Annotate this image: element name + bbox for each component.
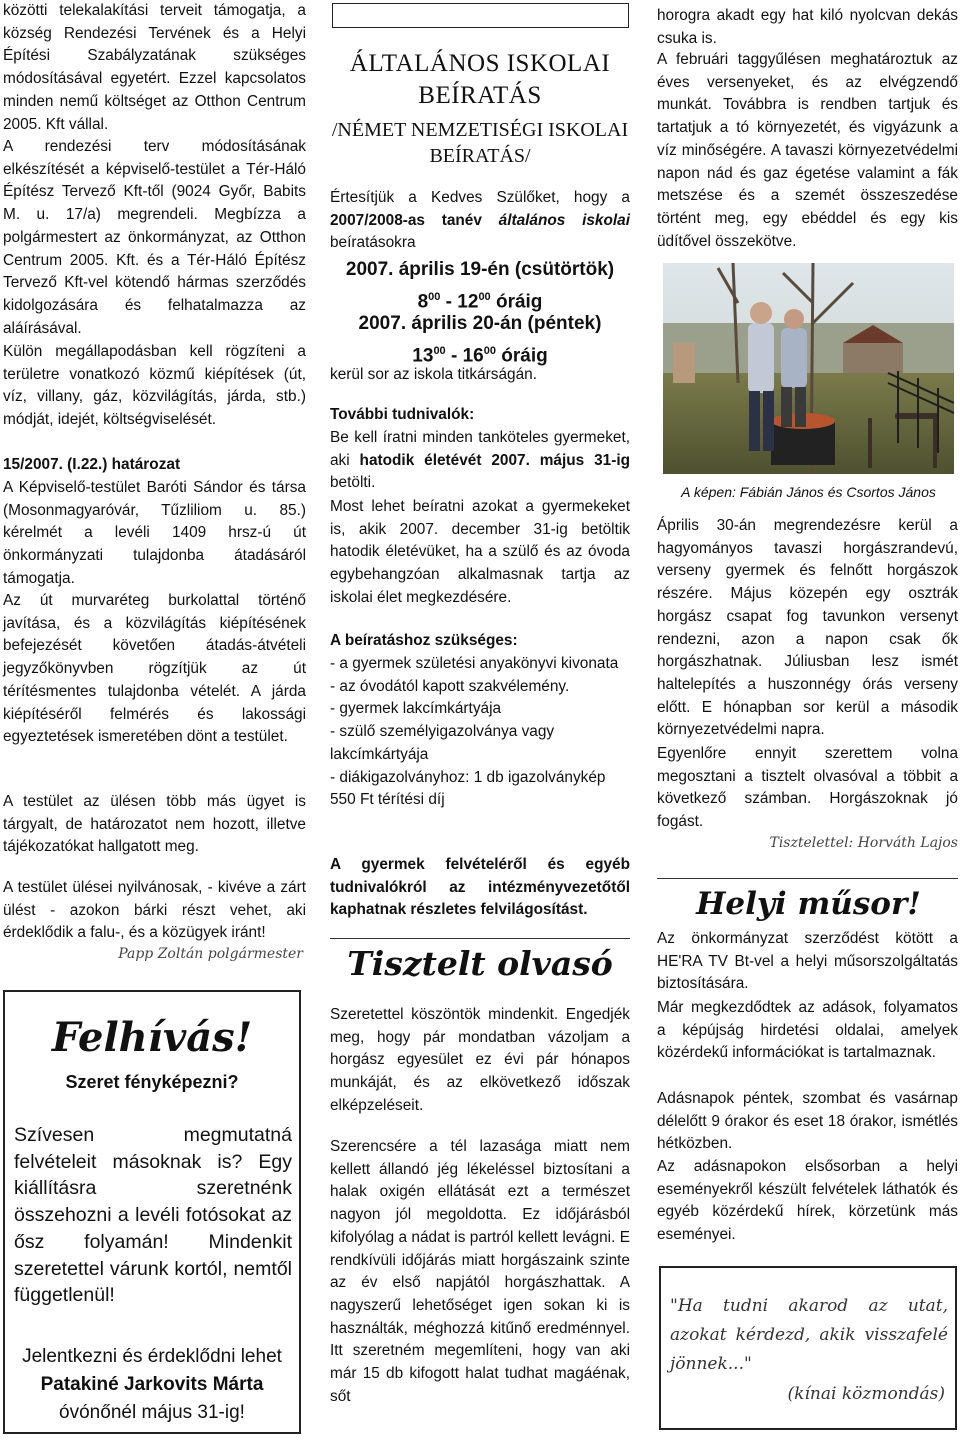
enrollment-location: kerül sor az iskola titkárságán.	[330, 366, 538, 383]
session-paragraph: A testület az ülésen több más ügyet is tárgyalt, de határozatot nem hozott, illetve tájékozatókat hallgatott meg.	[3, 793, 306, 856]
requirements-list	[330, 653, 630, 812]
enrollment-date-2: 2007. április 20-án (péntek)	[358, 313, 602, 334]
time2-to: - 16	[445, 345, 484, 367]
photo-callout-box	[3, 990, 301, 1434]
requirement-item: - gyermek lakcímkártyája	[330, 700, 502, 718]
more1-text: Be kell íratni minden tanköteles gyermeket, aki	[330, 429, 630, 469]
school-intro	[330, 187, 630, 255]
requirements-title: A beíratáshoz szükséges:	[330, 632, 518, 649]
quote-box	[659, 1266, 957, 1430]
requirement-item: - a gyermek születési anyakönyvi kivonata	[330, 655, 619, 672]
callout-contact-line: Jelentkezni és érdeklődni lehet	[22, 1346, 282, 1367]
enrollment-closing: A gyermek felvételéről és egyéb tudnivalókról az intézményvezetőtől kaphatnak részletes felvilágosítást.	[330, 856, 630, 919]
enrollment-date-1: 2007. április 19-én (csütörtök)	[345, 259, 615, 280]
time2-to-sup: 00	[483, 345, 496, 357]
requirement-item: - diákigazolványhoz: 1 db igazolványkép 550 Ft térítési díj	[330, 768, 606, 809]
tv-paragraph-2: Már megkezdődtek az adások, folyamatos a képújság hirdetési oldalai, amelyek közérdekű információkat is tartalmaznak.	[657, 999, 958, 1062]
public-session-paragraph: A testület ülései nyilvánosak, - kivéve a zárt ülést - azokon bárki részt vehet, aki érdeklődik a falu-, és a közügyek iránt!	[3, 879, 306, 942]
column-middle	[329, 0, 631, 1440]
fishing-paragraph-2: A februári taggyűlésen meghatároztuk az éves versenyeket, és az elvégzendő munkát. Továbbra is rendben tartjuk és tartatjuk a tó környezetét, és vigyázunk a víz minőségére. A tavaszi környezetvédelmi napon nád és gaz égetése valamint a fák metszése és a szemét összeszedése történt meg, egy ebéddel és egy kis üdítővel összekötve.	[657, 51, 958, 250]
more-info-paragraph-1	[330, 427, 630, 495]
fishing-paragraph-4: Egyenlőre ennyit szerettem volna megosztani a tisztelt olvasóval a többit a következő számban. Horgászoknak jó fogást.	[657, 745, 958, 831]
more1-tail: betölti.	[330, 474, 376, 492]
callout-contact-name: Patakiné Jarkovits Márta	[40, 1374, 264, 1395]
time1-to-sup: 00	[478, 291, 491, 303]
time1-to: - 12	[440, 291, 479, 313]
divider-line	[657, 878, 958, 879]
fishing-paragraph-3: Április 30-án megrendezésre kerül a hagyományos tavaszi horgászrandevú, verseny gyermek és felnőtt horgászok részére. Május közepén egy osztrák horgász csapat fog tavunkon versenyt rendezni, azon a napon csak ők horgászhatnak. Júliusban lesz ismét haltelepítés a huszonnégy órás verseny előtt. E hónapban sor kerül a második környezetvédelmi napra.	[657, 517, 958, 739]
more-info-title: További tudnivalók:	[330, 406, 475, 423]
mayor-signature: Papp Zoltán polgármester	[118, 946, 303, 962]
proverb-source: (kínai közmondás)	[787, 1384, 945, 1404]
time1-from-sup: 00	[428, 291, 441, 303]
resolution-title: 15/2007. (I.22.) határozat	[3, 456, 181, 473]
time2-from: 13	[412, 345, 434, 367]
callout-deadline: óvónőnél május 31-ig!	[59, 1402, 245, 1423]
letter-paragraph-2: Szerencsére a tél lazasága miatt nem kellett állandó jég lékeléssel biztosítani a halak oxigén ellátását ezt a természet nagyon jól megoldotta. Ez időjárásból kifolyólag a nádat is partról kellett levágni. E rendkívüli időjárás miatt horgászaink szinte az év első napjától horgászhattak. A nagyszerű lehetőséget igen sokan ki is használták, méghozzá kitűnő eredménnyel. Itt szeretném megemlíteni, hogy van aki már 15 db kifogott halat tudhat magáénak, sőt	[330, 1138, 630, 1405]
time2-from-sup: 00	[433, 345, 446, 357]
callout-subtitle: Szeret fényképezni?	[65, 1072, 239, 1092]
time1-from: 8	[417, 291, 429, 313]
tv-paragraph-4: Az adásnapokon elsősorban a helyi eseményekről készült felvételek láthatók és egyéb közérdekű hírek, körzetünk más eseményei.	[657, 1158, 958, 1244]
letter-title: Tisztelt olvasó	[347, 944, 613, 983]
column-left	[0, 0, 308, 1440]
requirement-item: - szülő személyigazolványa vagy lakcímkártyája	[330, 723, 555, 763]
callout-body: Szívesen megmutatná felvételeit másoknak is? Egy kiállításra szeretnénk összehozni a levéli fotósokat az ősz folyamán! Mindenkit szeretettel várunk kortól, nemtől függetlenül!	[14, 1124, 292, 1307]
road-paragraph: Az út murvaréteg burkolattal történő javítása, és a közvilágítás kiépítésének befejezését követően átadás-átvételi jegyzőkönyvben rögzítjük az út térítésmentes tulajdonba vételét. A járda kiépítéséről felmérés és lakossági egyeztetések ismeretében dönt a testület.	[3, 592, 306, 746]
photo-caption: A képen: Fábián János és Csortos János	[681, 484, 936, 500]
local-program-title: Helyi műsor!	[696, 886, 921, 922]
column-right	[657, 0, 960, 1440]
more-info-paragraph-2: Most lehet beíratni azokat a gyermekeket is, akik 2007. december 31-ig betöltik hatodik életévüket, ha a szülő és az óvoda egybehangzóan alkalmasnak tartja az iskolai élet megkezdésére.	[330, 498, 630, 606]
intro-schoolyear: 2007/2008-as tanév	[330, 211, 499, 229]
fishing-paragraph-1: horogra akadt egy hat kiló nyolcvan dekás csuka is.	[657, 7, 958, 47]
requirement-item: - az óvodától kapott szakvélemény.	[330, 677, 570, 695]
intro-tail: beíratásokra	[330, 234, 416, 252]
intro-text: Értesítjük a Kedves Szülőket, hogy a	[330, 189, 630, 206]
intro-school-type: általános iskolai	[498, 211, 630, 229]
more1-bold: hatodik életévét 2007. május 31-ig	[359, 451, 630, 469]
callout-title: Felhívás!	[51, 1014, 253, 1061]
council-paragraph-2: A rendezési terv módosításának elkészítését a képviselő-testület a Tér-Háló Építész Tervező Kft-től (9024 Győr, Babits M. u. 17/a) megrendeli. Megbízza a polgármestert az önkormányzat, az Otthon Centrum 2005. Kft. és a Tér-Háló Építész Tervező Kft-vel kötendő hármas szerződés kidolgozására és felhatalmazza az aláírásával.	[3, 138, 306, 337]
header-empty-box	[332, 3, 629, 28]
proverb-text: "Ha tudni akarod az utat, azokat kérdezd, akik visszafelé jönnek..."	[670, 1296, 948, 1374]
fishing-signature: Tisztelettel: Horváth Lajos	[769, 835, 958, 851]
school-subtitle: /NÉMET NEMZETISÉGI ISKOLAI BEÍRATÁS/	[331, 119, 629, 167]
tv-paragraph-1: Az önkormányzat szerződést kötött a HE'RA TV Bt-vel a helyi műsorszolgáltatás biztosítására.	[657, 930, 958, 993]
school-title: ÁLTALÁNOS ISKOLAI BEÍRATÁS	[349, 50, 611, 109]
divider-line	[330, 938, 630, 939]
time1-unit: óráig	[490, 291, 543, 313]
council-paragraph-3: Külön megállapodásban kell rögzíteni a területre vonatkozó közmű kiépítések (út, víz, villany, gáz, közvilágítás, járda, stb.) módját, idejét, költségviselését.	[3, 343, 306, 429]
council-paragraph-1: közötti telekalakítási terveit támogatja, a község Rendezési Tervének és a Helyi Építési Szabályzatának szükséges módosításával egyetért. Ezzel kapcsolatos minden nemű költséget az Otthon Centrum 2005. Kft vállal.	[3, 2, 306, 133]
tv-paragraph-3: Adásnapok péntek, szombat és vasárnap délelőtt 9 órakor és eset 18 órakor, ismétlés hétközben.	[657, 1090, 958, 1153]
time2-unit: óráig	[495, 345, 548, 367]
resolution-paragraph: A Képviselő-testület Baróti Sándor és társa (Mosonmagyaróvár, Tűzliliom u. 85.) kérelmét a levéli 1409 hrsz-ú út önkormányzati tulajdonba átadásáról támogatja.	[3, 479, 306, 587]
fishing-club-photo	[663, 263, 954, 474]
letter-paragraph-1: Szeretettel köszöntök mindenkit. Engedjék meg, hogy pár mondatban vázoljam a horgász egyesület ez évi pár hónapos munkáját, és az elkövetkező időszak elképzeléseit.	[330, 1006, 630, 1114]
